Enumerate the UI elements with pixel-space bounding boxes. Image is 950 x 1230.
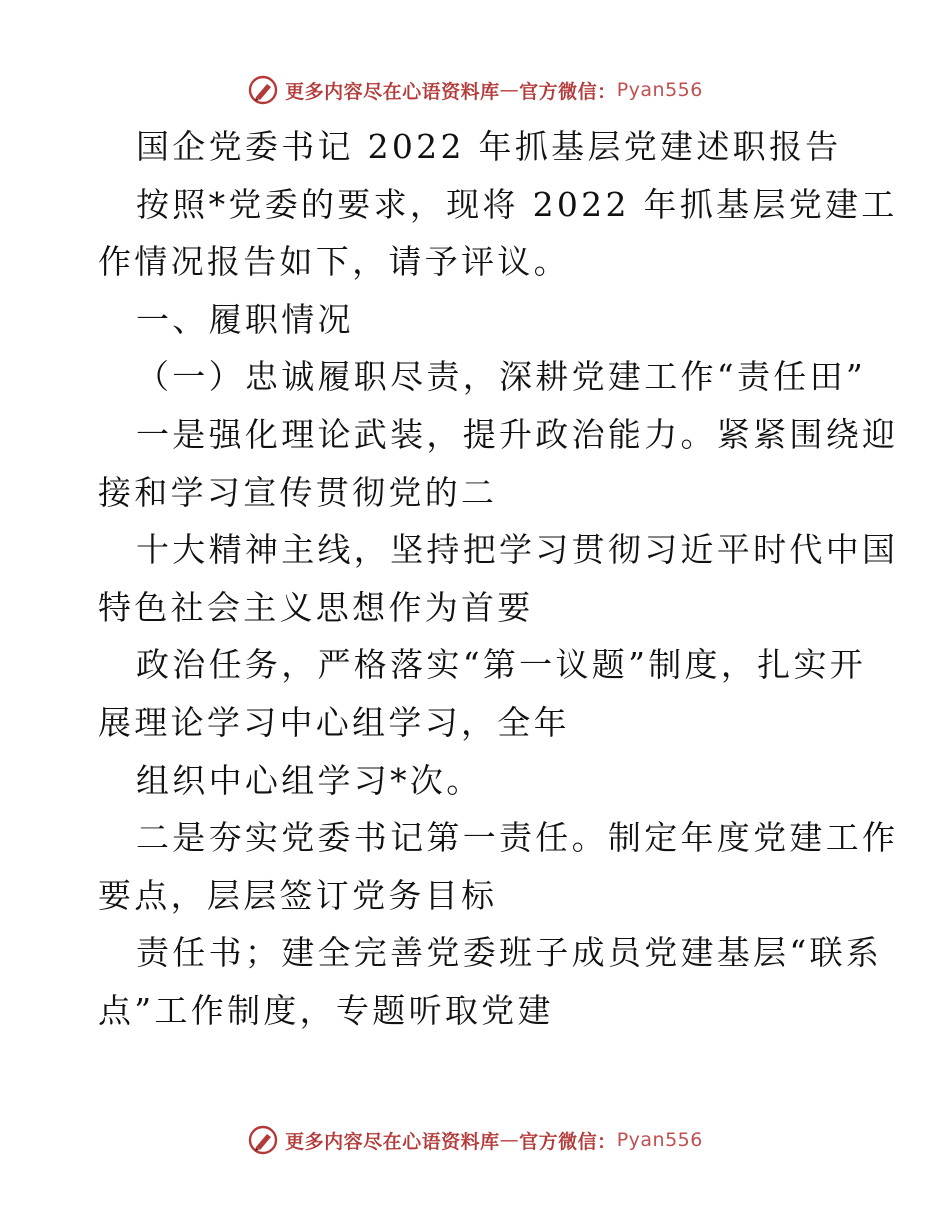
watermark-id: Pyan556 (616, 1129, 703, 1151)
watermark-separator: — (499, 79, 520, 101)
watermark-main-text: 更多内容尽在心语资料库 (285, 80, 500, 103)
paragraph-line: 特色社会主义思想作为首要 (98, 587, 534, 627)
watermark-main-text: 更多内容尽在心语资料库 (285, 1130, 500, 1153)
paragraph-line: 点”工作制度，专题听取党建 (98, 990, 554, 1030)
watermark-label: 官方微信： (519, 80, 617, 103)
document-body (98, 118, 899, 1040)
header-watermark (0, 74, 950, 106)
paragraph-line: 作情况报告如下，请予评议。 (98, 242, 570, 282)
section-heading: 一、履职情况 (136, 299, 354, 339)
pen-logo-icon (247, 1124, 279, 1156)
paragraph-line: 责任书；建全完善党委班子成员党建基层“联系 (136, 933, 883, 973)
paragraph-line: 十大精神主线，坚持把学习贯彻习近平时代中国 (136, 530, 899, 570)
paragraph-line: 按照*党委的要求，现将 2022 年抓基层党建工 (136, 184, 898, 224)
watermark-id: Pyan556 (616, 79, 703, 101)
paragraph-line: 接和学习宣传贯彻党的二 (98, 472, 498, 512)
paragraph-line: 一是强化理论武装，提升政治能力。紧紧围绕迎 (136, 414, 899, 454)
footer-watermark (0, 1124, 950, 1156)
paragraph-line: 二是夯实党委书记第一责任。制定年度党建工作 (136, 818, 899, 858)
pen-logo-icon (247, 74, 279, 106)
paragraph-line: 组织中心组学习*次。 (136, 760, 483, 800)
watermark-separator: — (499, 1129, 520, 1151)
paragraph-line: 展理论学习中心组学习，全年 (98, 702, 570, 742)
watermark-label: 官方微信： (519, 1130, 617, 1153)
document-title: 国企党委书记 2022 年抓基层党建述职报告 (136, 127, 842, 166)
paragraph-line: 政治任务，严格落实“第一议题”制度，扎实开 (136, 645, 867, 685)
paragraph-line: 要点，层层签订党务目标 (98, 875, 498, 915)
subsection-heading: （一）忠诚履职尽责，深耕党建工作“责任田” (136, 357, 867, 397)
